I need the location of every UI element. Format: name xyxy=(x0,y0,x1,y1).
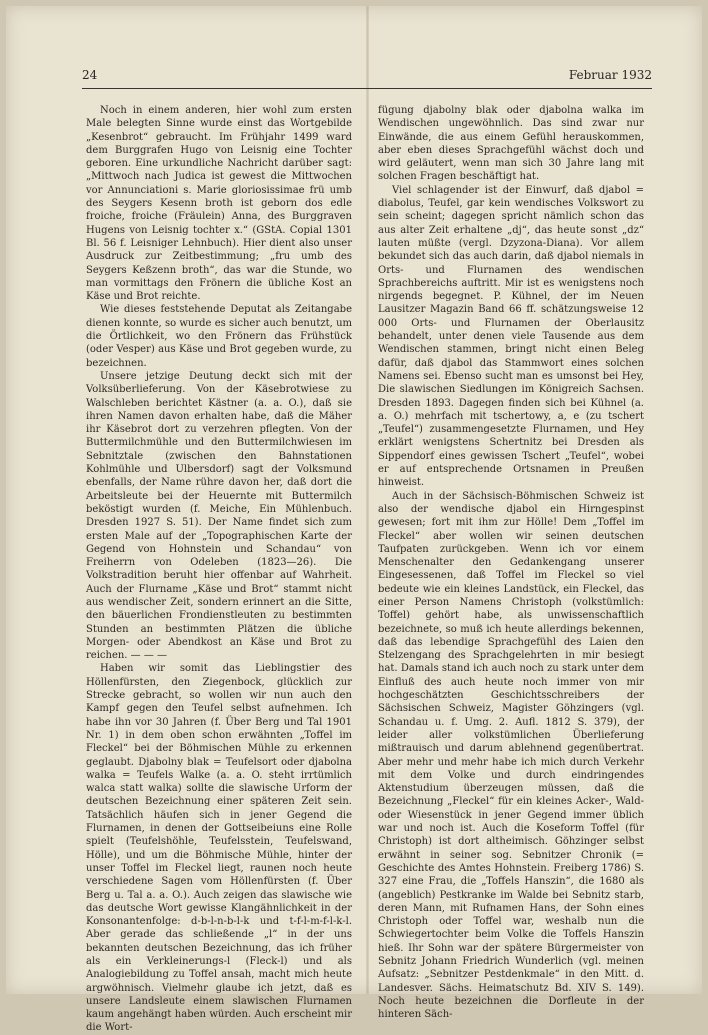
paragraph: Unsere jetzige Deutung deckt sich mit der Volksüberlieferung. Von der Käsebrotwiese zu Walschleben berichtet Kästner (a. a. O.), daß sie ihren Namen davon erhalten habe, daß die Mäher ihr Käsebrot dort zu verzehren pflegten. Von der Buttermilchmühle und den Buttermilchwiesen im Sebnitztale (zwischen den Bahnstationen Kohlmühle und Ulbersdorf) sagt der Volksmund ebenfalls, der Name rühre davon her, daß dort die Arbeitsleute bei der Heuernte mit Buttermilch beköstigt wurden (f. Meiche, Ein Mühlenbuch. Dresden 1927 S. 51). Der Name findet sich zum ersten Male auf der „Topographischen Karte der Gegend von Hohnstein und Schandau“ von Freiherrn von Odeleben (1823—26). Die Volkstradition beruht hier offenbar auf Wahrheit. Auch der Flurname „Käse und Brot“ stammt nicht aus wendischer Zeit, sondern erinnert an die Sitte, den bäuerlichen Frondienstleuten zu bestimmten Stunden an bestimmten Plätzen die übliche Morgen- oder Abendkost an Käse und Brot zu reichen. — — — xyxy=(86,370,352,662)
page-number: 24 xyxy=(82,68,98,82)
issue-date: Februar 1932 xyxy=(568,68,652,82)
document-page xyxy=(6,6,702,1034)
paragraph: Auch in der Sächsisch-Böhmischen Schweiz ist also der wendische djabol ein Hirngespinst gewesen; fort mit ihm zur Hölle! Dem „Toffel im Fleckel“ aber wollen wir seinen deutschen Taufpaten zurückgeben. Wenn ich vor einem Menschenalter den Gedankengang unserer Eingesessenen, daß Toffel im Fleckel so viel bedeute wie ein kleines Landstück, ein Fleckel, das einer Person Namens Christoph (volkstümlich: Toffel) gehört habe, als unwissenschaftlich bezeichnete, so muß ich heute allerdings bekennen, daß das lebendige Sprachgefühl des Laien den Stelzengang des Sprachgelehrten in mir besiegt hat. Damals stand ich auch noch zu stark unter dem Einfluß des auch heute noch immer von mir hochgeschätzten Geschichtsschreibers der Sächsischen Schweiz, Magister Göhzingers (vgl. Schandau u. f. Umg. 2. Aufl. 1812 S. 379), der leider aller volkstümlichen Überlieferung mißtrauisch und darum ablehnend gegenübertrat. Aber mehr und mehr habe ich mich durch Verkehr mit dem Volke und durch eindringendes Aktenstudium überzeugen müssen, daß die Bezeichnung „Fleckel“ für ein kleines Acker-, Wald- oder Wiesenstück in jener Gegend immer üblich war und noch ist. Auch die Koseform Toffel (für Christoph) ist dort altheimisch. Göhzinger selbst erwähnt in seiner sog. Sebnitzer Chronik (= Geschichte des Amtes Hohnstein. Freiberg 1786) S. 327 eine Frau, die „Toffels Hanszin“, die 1680 als (angeblich) Pestkranke im Walde bei Sebnitz starb, deren Mann, mit Rufnamen Hans, der Sohn eines Christoph oder Toffel war, weshalb nun die Schwiegertochter beim Volke die Toffels Hanszin hieß. Ihr Sohn war der spätere Bürgermeister von Sebnitz Johann Friedrich Wunderlich (vgl. meinen Aufsatz: „Sebnitzer Pestdenkmale“ in den Mitt. d. Landesver. Sächs. Heimatschutz Bd. XIV S. 149). Noch heute bezeichnen die Dorfleute in der hinteren Säch- xyxy=(378,490,644,1021)
paragraph: Noch in einem anderen, hier wohl zum ersten Male belegten Sinne wurde einst das Wortgebilde „Kesenbrot“ gebraucht. Im Frühjahr 1499 ward dem Burggrafen Hugo von Leisnig eine Tochter geboren. Eine urkundliche Nachricht darüber sagt: „Mittwoch nach Judica ist gewest die Mittwochen vor Annunciationi s. Marie gloriosissimae frü umb des Seygers Kesenn broth ist geborn dos edle froiche, froiche (Fräulein) Anna, des Burggraven Hugens von Leisnig tochter x.“ (GStA. Copial 1301 Bl. 56 f. Leisniger Lehnbuch). Hier dient also unser Ausdruck zur Zeitbestimmung; „fru umb des Seygers Keßzenn broth“, das war die Stunde, wo man vormittags den Frönern die übliche Kost an Käse und Brot reichte. xyxy=(86,105,352,303)
right-column xyxy=(378,104,644,1021)
left-column xyxy=(86,104,352,1034)
header-rule xyxy=(82,88,652,89)
page-fold xyxy=(366,6,369,994)
paragraph: fügung djabolny blak oder djabolna walka im Wendischen ungewöhnlich. Das sind zwar nur Einwände, die aus einem Gefühl herauskommen, aber eben dieses Sprachgefühl wächst doch und wird geläutert, wenn man sich 30 Jahre lang mit solchen Fragen beschäftigt hat. xyxy=(378,105,644,183)
paragraph: Wie dieses feststehende Deputat als Zeitangabe dienen konnte, so wurde es sicher auch benutzt, um die Örtlichkeit, wo den Frönern das Frühstück (oder Vesper) aus Käse und Brot gegeben wurde, zu bezeichnen. xyxy=(86,304,352,369)
page-header xyxy=(82,68,652,88)
paragraph: Viel schlagender ist der Einwurf, daß djabol = diabolus, Teufel, gar kein wendisches Volkswort zu sein scheint; dagegen spricht nämlich schon das aus alter Zeit erhaltene „dj“, das heute sonst „dz“ lauten müßte (vergl. Dzyzona-Diana). Vor allem bekundet sich das auch darin, daß djabol niemals in Orts- und Flurnamen des wendischen Sprachbereichs auftritt. Mir ist es wenigstens noch nirgends begegnet. P. Kühnel, der im Neuen Lausitzer Magazin Band 66 ff. schätzungsweise 12 000 Orts- und Flurnamen der Oberlausitz behandelt, unter denen viele Tausende aus dem Wendischen stammen, bringt nicht einen Beleg dafür, daß djabol das Stammwort eines solchen Namens sei. Ebenso sucht man es umsonst bei Hey, Die slawischen Siedlungen im Königreich Sachsen. Dresden 1893. Dagegen finden sich bei Kühnel (a. a. O.) mehrfach mit tschertowy, a, e (zu tschert „Teufel“) zusammengesetzte Flurnamen, und Hey erklärt wenigstens Schertnitz bei Dresden als Sippendorf eines gewissen Tschert „Teufel“, wobei er auf entsprechende Ortsnamen in Preußen hinweist. xyxy=(378,184,644,489)
paragraph: Haben wir somit das Lieblingstier des Höllenfürsten, den Ziegenbock, glücklich zur Strecke gebracht, so wollen wir nun auch den Kampf gegen den Teufel selbst aufnehmen. Ich habe ihn vor 30 Jahren (f. Über Berg und Tal 1901 Nr. 1) in dem oben schon erwähnten „Toffel im Fleckel“ bei der Böhmischen Mühle zu erkennen geglaubt. Djabolny blak = Teufelsort oder djabolna walka = Teufels Walke (a. a. O. steht irrtümlich walca statt walka) sollte die slawische Urform der deutschen Bezeichnung einer späteren Zeit sein. Tatsächlich häufen sich in jener Gegend die Flurnamen, in denen der Gottseibeiuns eine Rolle spielt (Teufelshöhle, Teufelsstein, Teufelswand, Hölle), und um die Böhmische Mühle, hinter der unser Toffel im Fleckel liegt, raunen noch heute verschiedene Sagen vom Höllenfürsten (f. Über Berg u. Tal a. a. O.). Auch zeigen das slawische wie das deutsche Wort gewisse Klangähnlichkeit in der Konsonantenfolge: d-b-l-n-b-l-k und t-f-l-m-f-l-k-l. Aber gerade das schließende „l“ in der uns bekannten deutschen Bezeichnung, das ich früher als ein Verkleinerungs-l (Fleck-l) und als Analogiebildung zu Toffel ansah, macht mich heute argwöhnisch. Vielmehr glaube ich jetzt, daß es unsere Landsleute einem slawischen Flurnamen kaum angehängt haben würden. Auch erscheint mir die Wort- xyxy=(86,663,352,1034)
